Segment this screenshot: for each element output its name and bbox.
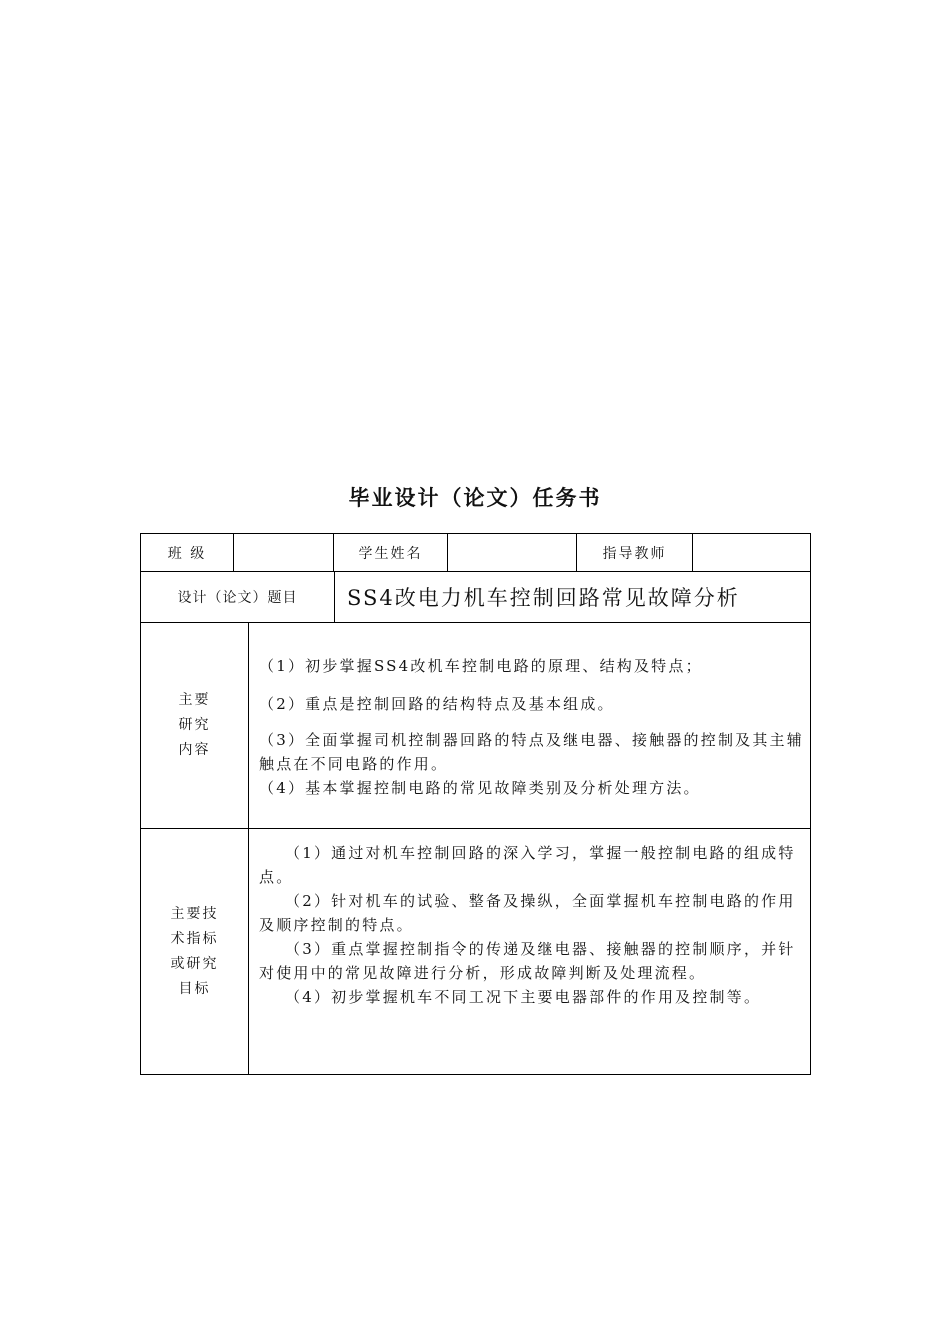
task-form-table [140, 533, 811, 1075]
page-title: 毕业设计（论文）任务书 [348, 486, 602, 510]
topic-label: 设计（论文）题目 [177, 590, 298, 606]
goal-item: （3）重点掌握控制指令的传递及继电器、接触器的控制顺序，并针对使用中的常见故障进行分析，形成故障判断及处理流程。 [259, 940, 796, 982]
goal-item: （2）针对机车的试验、整备及操纵，全面掌握机车控制电路的作用及顺序控制的特点。 [259, 892, 796, 934]
research-item: （1）初步掌握SS4改机车控制电路的原理、结构及特点； [259, 657, 703, 675]
goal-item: （4）初步掌握机车不同工况下主要电器部件的作用及控制等。 [285, 988, 762, 1006]
label-line: 或研究 [170, 955, 219, 972]
research-item: （2）重点是控制回路的结构特点及基本组成。 [259, 695, 615, 713]
topic-value: SS4改电力机车控制回路常见故障分析 [347, 586, 740, 610]
advisor-field[interactable] [693, 534, 810, 571]
label-line: 内容 [178, 742, 211, 758]
label-line: 目标 [178, 980, 211, 997]
column-divider [248, 622, 249, 1074]
research-item: （4）基本掌握控制电路的常见故障类别及分析处理方法。 [259, 779, 701, 797]
research-item: （3）全面掌握司机控制器回路的特点及继电器、接触器的控制及其主辅触点在不同电路的作用。 [259, 731, 804, 773]
label-line: 主要 [178, 692, 211, 708]
class-label: 班 级 [167, 545, 207, 562]
advisor-label: 指导教师 [602, 545, 667, 562]
research-content-body [259, 623, 805, 828]
research-content-label [141, 623, 248, 828]
student-name-field[interactable] [448, 534, 576, 571]
label-line: 主要技 [170, 905, 219, 922]
goal-item: （1）通过对机车控制回路的深入学习，掌握一般控制电路的组成特点。 [259, 844, 796, 886]
technical-goals-label [141, 829, 248, 1074]
technical-goals-body [259, 829, 805, 1074]
label-line: 术指标 [170, 930, 219, 947]
label-line: 研究 [178, 717, 211, 733]
student-name-label: 学生姓名 [358, 545, 423, 562]
class-value-field[interactable] [234, 534, 333, 571]
